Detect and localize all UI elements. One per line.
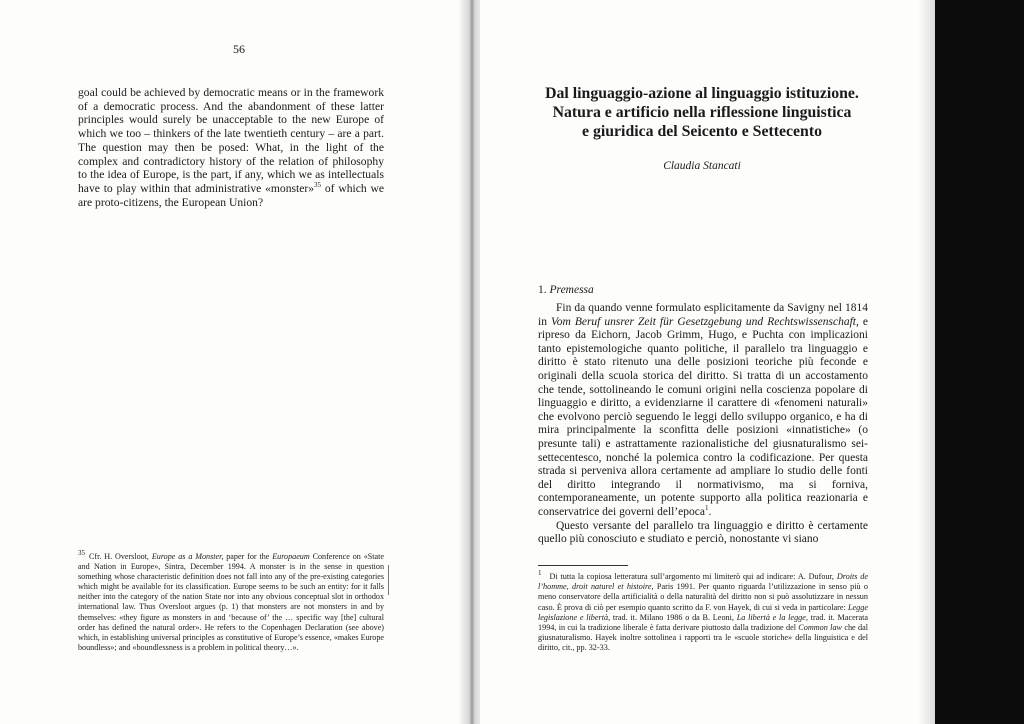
footnote-text-a: Di tutta la copiosa letteratura sull’argomento mi limiterò qui ad indicare: A. Dufour, [549,572,837,581]
right-paragraph-1 [538,302,868,520]
paragraph-text-cont: e ripreso da Eichorn, Jacob Grimm, Hugo, e Puchta con implicazioni tanto epistemologiche quanto politiche, il parallelo tra linguaggio e diritto è stato ritenuto una delle posizioni teoriche più feconde e originali della scuola storica del diritto. Si tratta di un accostamento che tende, sottolineando le comuni origini nella coscienza popolare di linguaggio e diritto, a evidenziarne il carattere di «fenomeni naturali» che evolvono perciò seguendo le leggi dello sviluppo organico, e ha di mira principalmente la sconfitta delle posizioni «innatistiche» (o presunte tali) e astrattamente razionalistiche del giusnaturalismo sei-settecentesco, nonché la polemica contro la codificazione. Per questa strada si perveniva allora certamente ad ampliare lo studio delle fonti del diritto integrando il normativismo, ma si forniva, contemporaneamente, un potente supporto alla politica reazionaria e conservatrice dei governi dell’epoca [538,315,869,518]
section-title: Premessa [549,284,594,296]
scanner-background [935,0,1024,724]
footnote-work-3: La libertà e la legge, [736,612,808,622]
footnote-text-d: trad. it. Macerata 1994, in cui la tradizione liberale è fatta derivare piuttosto dalla tradizione del [538,612,869,633]
chapter-title-line-3: e giuridica del Seicento e Settecento [582,123,822,140]
left-body-paragraph: goal could be achieved by democratic means or in the framework of a democratic process. And the abandonment of these latter principles would surely be unacceptable to the new Europe of which we too – thinkers of the late twentieth century – are a part. The question may then be posed: What, in the light of the complex and contradictory history of the relation of philosophy to the idea of Europe, is the part, if any, which we as intellectuals have to play within that administrative «monster» [78,86,384,195]
page-number: 56 [233,42,245,56]
footnote-work-4: Common law [798,623,843,633]
footnote-text: Conference on «State and Nation in Europe», Sintra, December 1994. A monster is in the sense in question something whose characteristic definition does not fall into any of the pre-existing categories which might be available for its classification. Europe seems to be such an entity: for it falls neither into the category of the nation State nor into any obvious conceptual slot in orthodox international law. Thus Oversloot argues (p. 1) that monsters are not monsters in and by themselves: «they figure as monsters in and ‘because of’ the … specific way [the] cultural order has defined the natural order». He refers to the Copenhagen Declaration (see above) which, in establishing universal principles as constitutive of Europe’s essence, «makes Europe boundless»; and «boundlessness is a problem in political theory…». [78,552,384,652]
footnote-work-2: Legge legislazione e libertà, [538,602,868,622]
footnote-text-e: che dal giusnaturalismo. Hayek inoltre sottolinea i rapporti tra le «scuole storiche» della linguistica e del diritto, cit., pp. 32-33. [538,623,868,653]
left-footnote [78,549,384,653]
footnote-author: Cfr. H. Oversloot, [89,552,149,561]
margin-mark [388,565,391,595]
chapter-title-line-1: Dal linguaggio-azione al linguaggio istituzione. [545,85,859,102]
section-number: 1. [538,284,547,296]
left-page [0,0,462,724]
right-paragraph-2: Questo versante del parallelo tra linguaggio e diritto è certamente quello più conosciuto e studiato e perciò, nonostante vi siano [538,519,868,546]
footnote-number: 1 [538,569,542,578]
footnote-work-1: Droits de l’homme, droit naturel et histoire, [538,572,868,592]
footnote-number: 35 [78,549,85,558]
chapter-author: Claudia Stancati [663,160,741,172]
footnote-reference: 1 [705,504,709,513]
paragraph-end: . [708,505,712,518]
left-body-paragraph-end: of which we are proto-citizens, the European Union? [78,181,384,209]
footnote-divider [538,565,628,566]
footnote-conference: Europaeum [272,552,310,561]
chapter-title [528,84,876,141]
footnote-text-c: trad. it. Milano 1986 o da B. Leoni, [610,612,737,622]
chapter-title-line-2: Natura e artificio nella riflessione linguistica [552,104,852,121]
footnote-mid: paper for the [223,552,273,561]
footnote-text-b: Paris 1991. Per quanto riguarda l’utilizzazione in senso più o meno conservatore della artificialità o della naturalità del diritto non si può assolutizzare in nessun caso. È prova di ciò per esempio quanto scritto da F. von Hayek, di cui si veda in particolare: [538,582,868,612]
cited-work: Vom Beruf unsrer Zeit für Gesetzgebung und Rechtswissenschaft, [550,315,859,328]
section-heading [538,284,594,296]
right-body-text [538,302,868,547]
footnote-reference: 35 [314,181,322,190]
right-footnote [538,569,869,654]
left-body-text [78,86,384,209]
paragraph-text: Fin da quando venne formulato esplicitamente da Savigny nel 1814 in [538,302,868,328]
footnote-title: Europe as a Monster, [151,552,224,561]
